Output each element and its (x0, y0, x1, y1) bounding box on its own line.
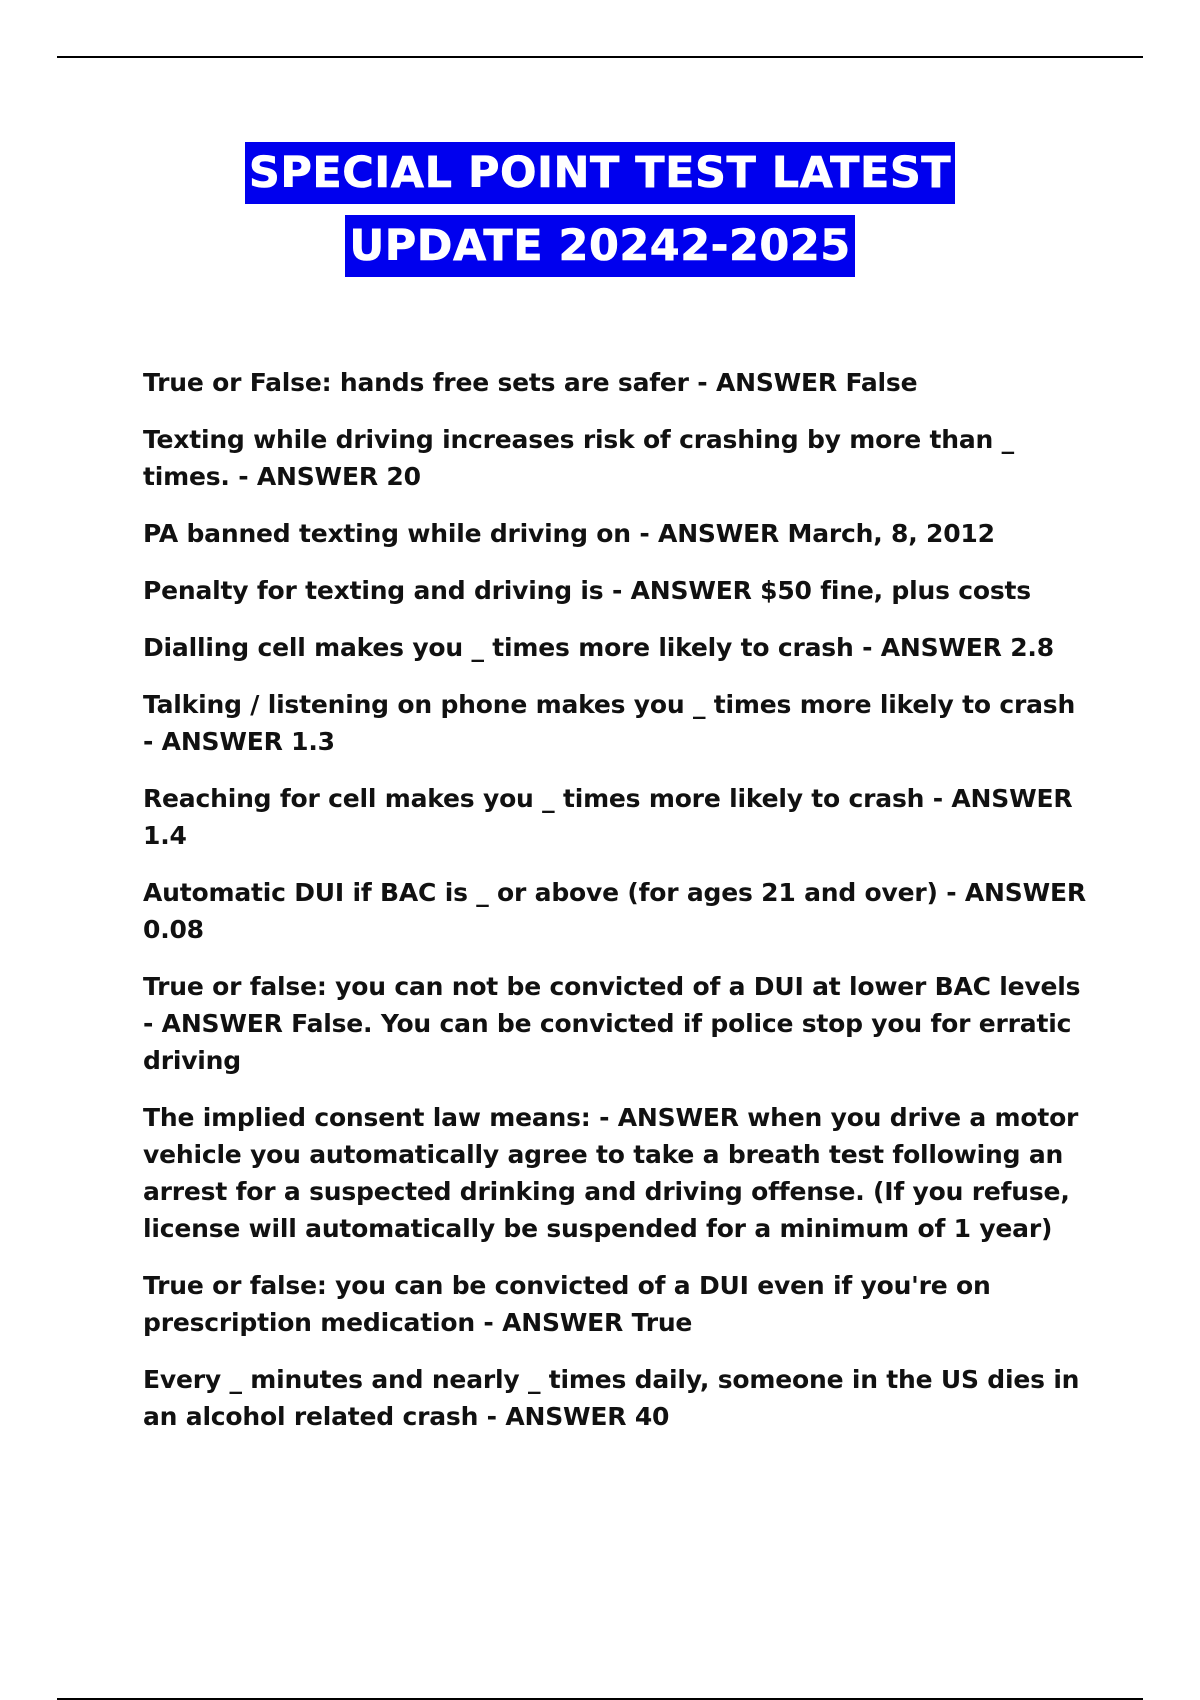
qa-item: True or false: you can be convicted of a DUI even if you're on prescription medication - ANSWER True (143, 1271, 991, 1337)
title-line-2-text: UPDATE 20242-2025 (345, 215, 854, 277)
qa-item: Reaching for cell makes you _ times more likely to crash - ANSWER 1.4 (143, 784, 1073, 850)
qa-item: Dialling cell makes you _ times more likely to crash - ANSWER 2.8 (143, 633, 1054, 662)
qa-item: Automatic DUI if BAC is _ or above (for ages 21 and over) - ANSWER 0.08 (143, 878, 1086, 944)
title-line-1 (0, 142, 1200, 204)
qa-item: Penalty for texting and driving is - ANSWER $50 fine, plus costs (143, 576, 1031, 605)
title-line-1-text: SPECIAL POINT TEST LATEST (245, 142, 955, 204)
qa-item: Talking / listening on phone makes you _ times more likely to crash - ANSWER 1.3 (143, 690, 1076, 756)
qa-item: The implied consent law means: - ANSWER when you drive a motor vehicle you automatically agree to take a breath test following an arrest for a suspected drinking and driving offense. (If you refuse, license will automatically be suspended for a minimum of 1 year) (143, 1103, 1079, 1243)
title-line-2 (0, 215, 1200, 277)
qa-item: True or false: you can not be convicted of a DUI at lower BAC levels - ANSWER False. You can be convicted if police stop you for erratic driving (143, 972, 1081, 1075)
top-divider (57, 56, 1143, 58)
qa-item: True or False: hands free sets are safer - ANSWER False (143, 368, 918, 397)
document-title (0, 142, 1200, 288)
question-answer-list (143, 364, 1093, 1455)
qa-item: PA banned texting while driving on - ANSWER March, 8, 2012 (143, 519, 995, 548)
qa-item: Every _ minutes and nearly _ times daily, someone in the US dies in an alcohol related crash - ANSWER 40 (143, 1365, 1080, 1431)
qa-item: Texting while driving increases risk of crashing by more than _ times. - ANSWER 20 (143, 425, 1014, 491)
